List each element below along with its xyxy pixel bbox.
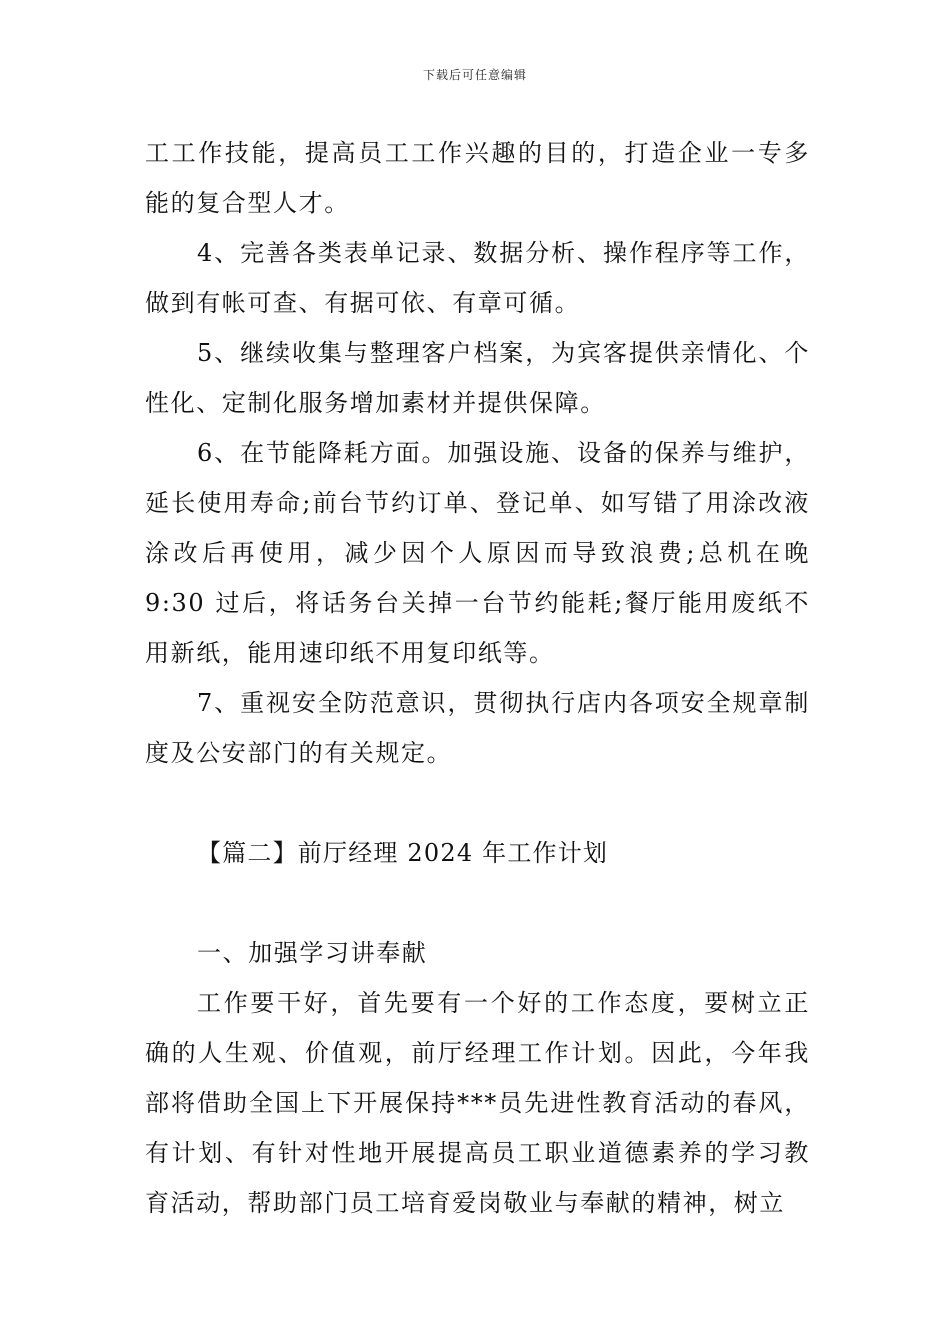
paragraph-item-7: 7、重视安全防范意识，贯彻执行店内各项安全规章制度及公安部门的有关规定。 xyxy=(145,689,810,767)
document-body xyxy=(145,128,820,1228)
section-title: 【篇二】前厅经理 2024 年工作计划 xyxy=(197,839,609,867)
subheading: 一、加强学习讲奉献 xyxy=(197,939,428,967)
paragraph-item-5: 5、继续收集与整理客户档案，为宾客提供亲情化、个性化、定制化服务增加素材并提供保障。 xyxy=(145,339,810,417)
paragraph-continuation: 工工作技能，提高员工工作兴趣的目的，打造企业一专多能的复合型人才。 xyxy=(145,139,810,217)
paragraph-learning: 工作要干好，首先要有一个好的工作态度，要树立正确的人生观、价值观，前厅经理工作计划。因此，今年我部将借助全国上下开展保持***员先进性教育活动的春风，有计划、有针对性地开展提高员工职业道德素养的学习教育活动，帮助部门员工培育爱岗敬业与奉献的精神，树立 xyxy=(145,989,810,1217)
paragraph-item-6: 6、在节能降耗方面。加强设施、设备的保养与维护，延长使用寿命;前台节约订单、登记单、如写错了用涂改液涂改后再使用，减少因个人原因而导致浪费;总机在晚 9:30 过后，将话务台关掉一台节约能耗;餐厅能用废纸不用新纸，能用速印纸不用复印纸等。 xyxy=(145,439,820,667)
header-note: 下载后可任意编辑 xyxy=(422,68,527,82)
paragraph-item-4: 4、完善各类表单记录、数据分析、操作程序等工作，做到有帐可查、有据可依、有章可循。 xyxy=(145,239,810,317)
